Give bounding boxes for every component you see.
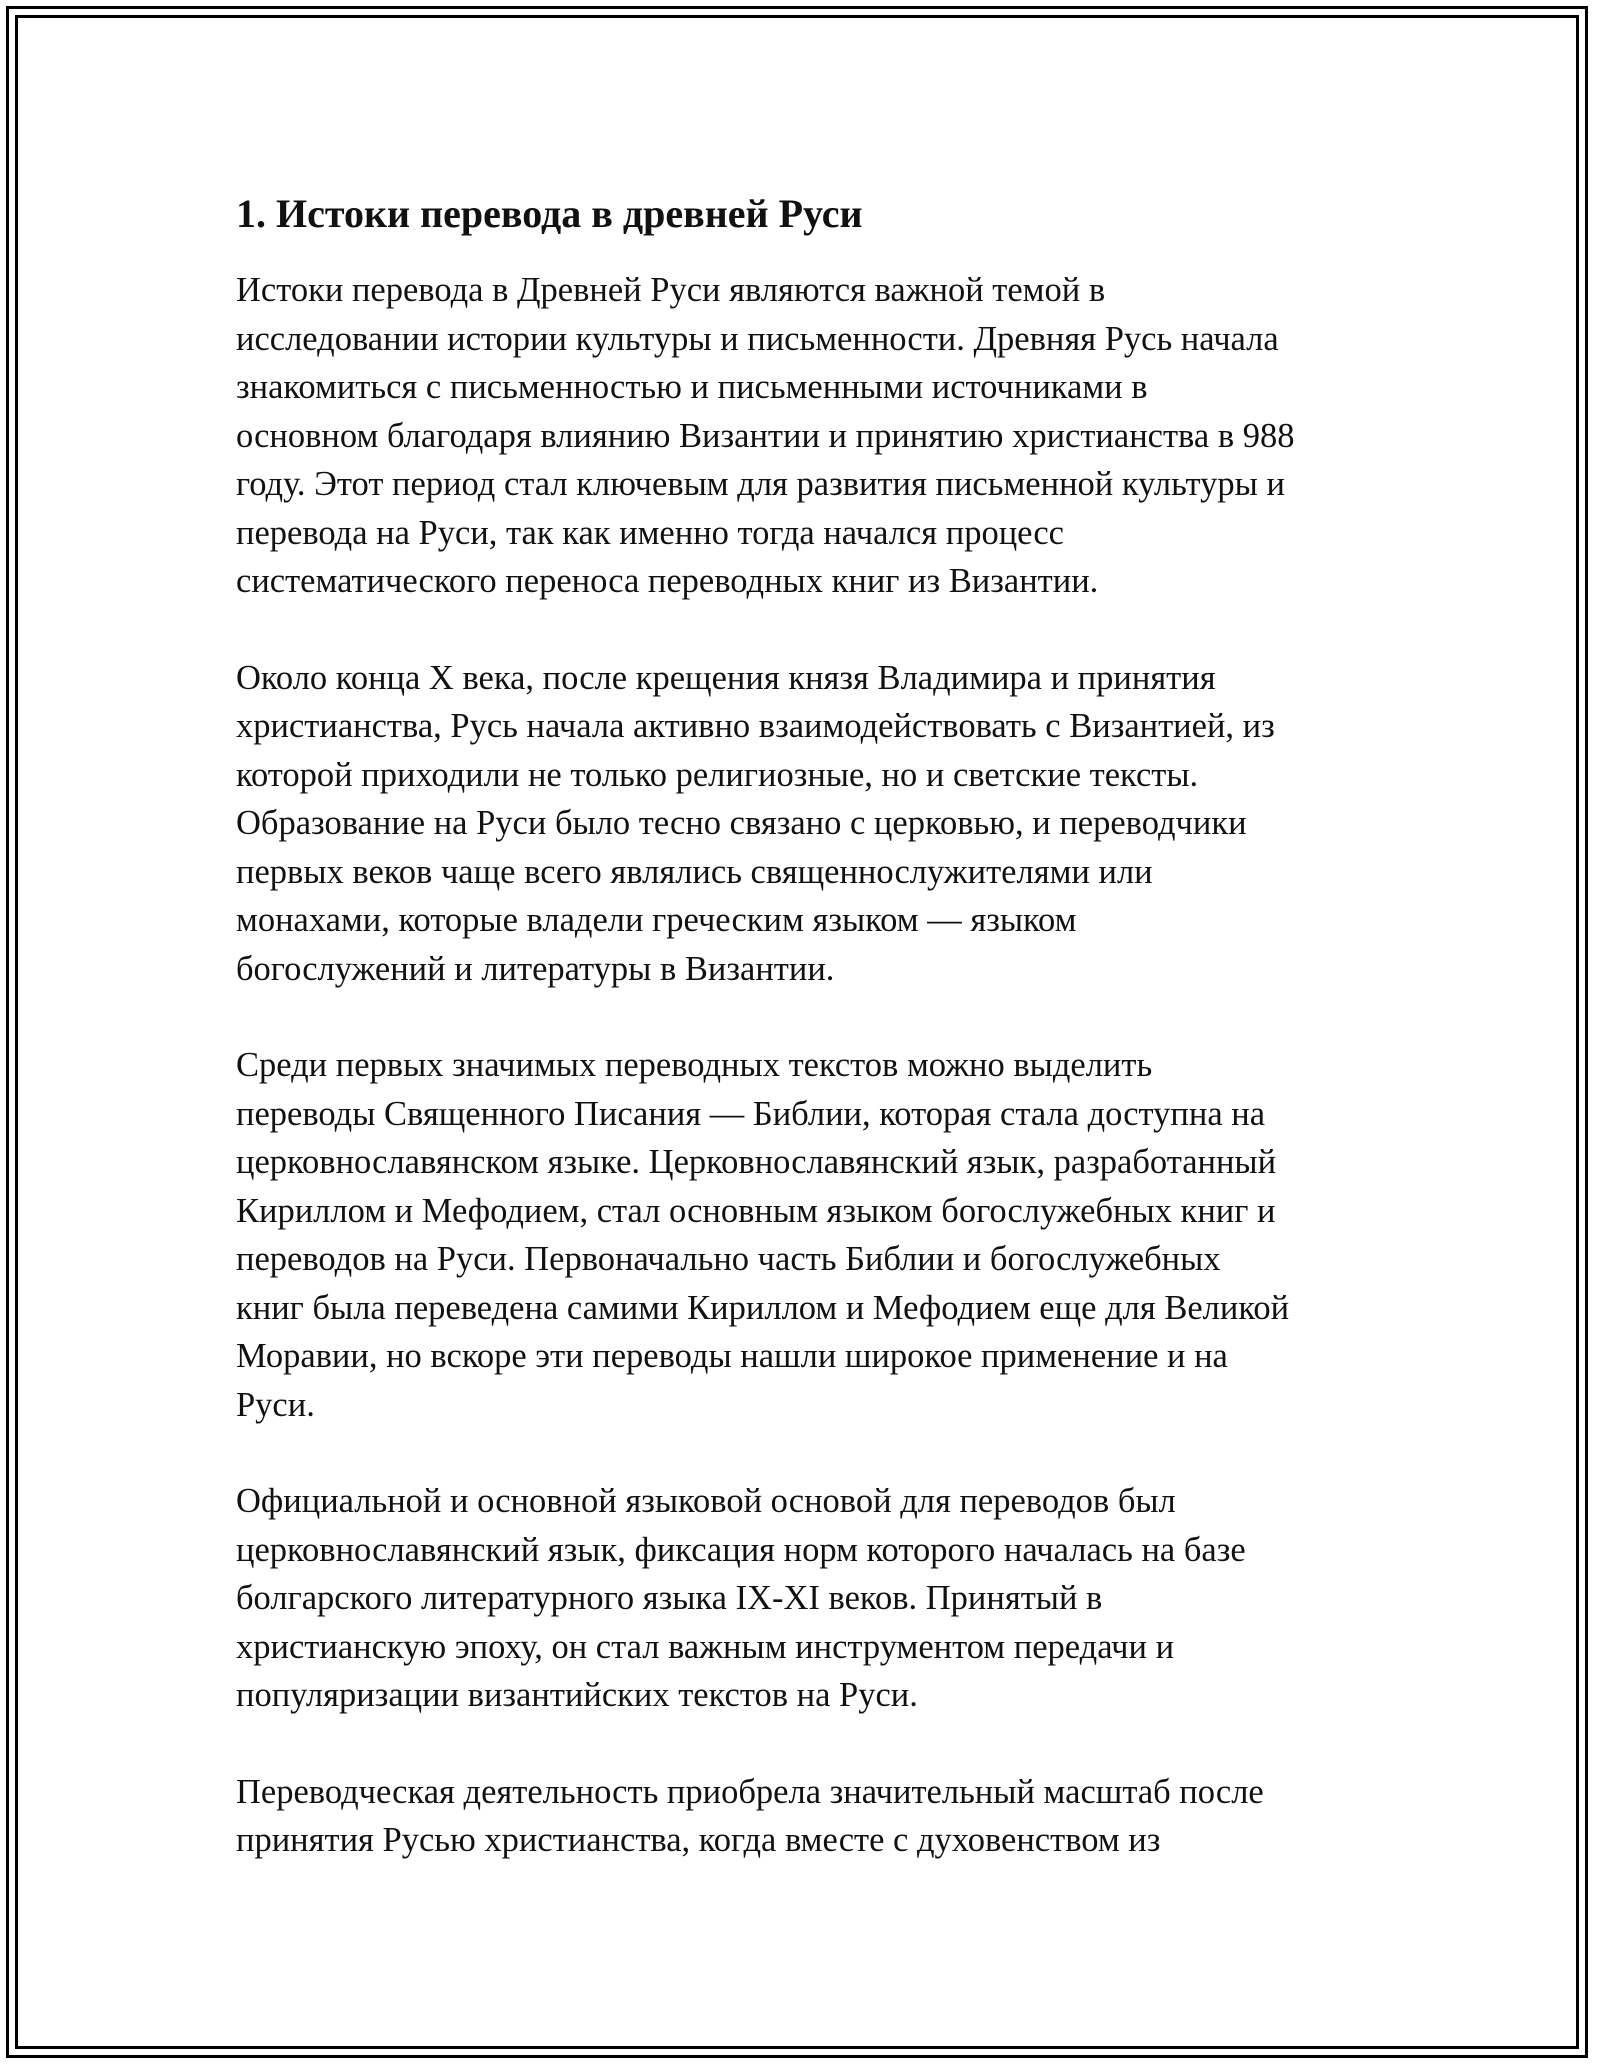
paragraph-4 xyxy=(236,1477,1366,1720)
paragraph-line: церковнославянский язык, фиксация норм которого началась на базе xyxy=(236,1530,1246,1569)
paragraph-line: исследовании истории культуры и письменности. Древняя Русь начала xyxy=(236,319,1279,358)
paragraph-line: первых веков чаще всего являлись священнослужителями или xyxy=(236,852,1153,891)
paragraph-line: Официальной и основной языковой основой для переводов был xyxy=(236,1482,1176,1520)
paragraph-line: христианскую эпоху, он стал важным инструментом передачи и xyxy=(236,1627,1175,1666)
paragraph-line: Около конца X века, после крещения князя Владимира и принятия xyxy=(236,658,1216,697)
paragraph-line: Образование на Руси было тесно связано с церковью, и переводчики xyxy=(236,804,1247,842)
paragraph-5 xyxy=(236,1768,1366,1865)
paragraph-line: перевода на Руси, так как именно тогда начался процесс xyxy=(236,513,1064,552)
paragraph-line: книг была переведена самими Кириллом и Мефодием еще для Великой xyxy=(236,1288,1290,1327)
paragraph-2 xyxy=(236,654,1366,994)
paragraph-line: переводы Священного Писания — Библии, которая стала доступна на xyxy=(236,1094,1266,1133)
paragraph-line: богослужений и литературы в Византии. xyxy=(236,949,835,988)
paragraph-line: церковнославянском языке. Церковнославянский язык, разработанный xyxy=(236,1143,1277,1181)
paragraph-line: Кириллом и Мефодием, стал основным языком богослужебных книг и xyxy=(236,1191,1276,1230)
paragraph-line: принятия Русью христианства, когда вместе с духовенством из xyxy=(236,1821,1161,1859)
paragraph-1 xyxy=(236,266,1366,606)
paragraph-line: которой приходили не только религиозные, но и светские тексты. xyxy=(236,755,1199,794)
document-body xyxy=(236,186,1366,1865)
paragraph-line: Руси. xyxy=(236,1385,315,1424)
paragraph-line: популяризации византийских текстов на Руси. xyxy=(236,1676,918,1714)
paragraph-line: систематического переноса переводных книг из Византии. xyxy=(236,562,1099,600)
paragraph-line: монахами, которые владели греческим языком — языком xyxy=(236,901,1077,939)
paragraph-line: переводов на Руси. Первоначально часть Библии и богослужебных xyxy=(236,1240,1221,1278)
paragraph-line: знакомиться с письменностью и письменными источниками в xyxy=(236,368,1148,406)
paragraph-line: христианства, Русь начала активно взаимодействовать с Византией, из xyxy=(236,707,1275,745)
paragraph-line: Переводческая деятельность приобрела значительный масштаб после xyxy=(236,1772,1264,1811)
paragraph-line: Среди первых значимых переводных текстов можно выделить xyxy=(236,1046,1153,1084)
section-heading: 1. Истоки перевода в древней Руси xyxy=(236,191,863,236)
paragraph-line: Истоки перевода в Древней Руси являются важной темой в xyxy=(236,271,1106,309)
paragraph-line: основном благодаря влиянию Византии и принятию христианства в 988 xyxy=(236,416,1295,455)
paragraph-line: году. Этот период стал ключевым для развития письменной культуры и xyxy=(236,465,1285,503)
paragraph-3 xyxy=(236,1041,1366,1429)
paragraph-line: болгарского литературного языка IX-XI веков. Принятый в xyxy=(236,1579,1103,1617)
paragraph-line: Моравии, но вскоре эти переводы нашли широкое применение и на xyxy=(236,1337,1228,1375)
